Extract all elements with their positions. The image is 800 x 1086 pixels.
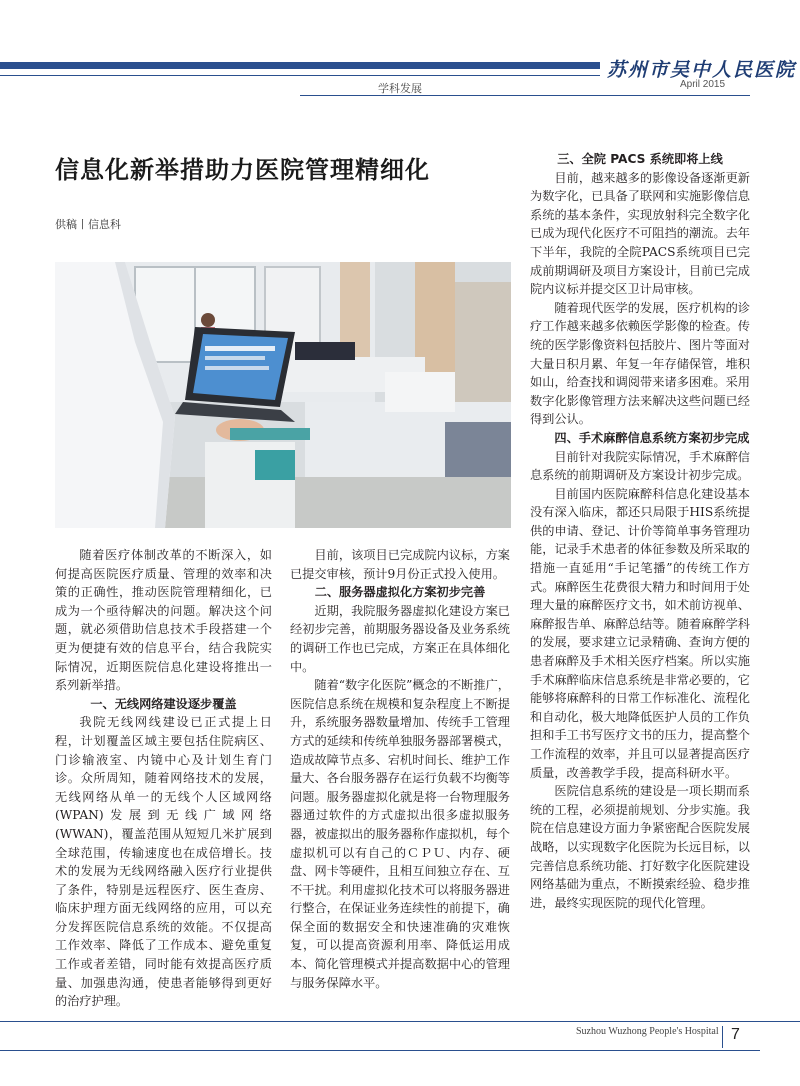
column-3	[530, 150, 750, 912]
issue-date: April 2015	[680, 79, 726, 90]
section-label: 学科发展	[378, 82, 422, 95]
paragraph: 我院无线网线建设已正式提上日程，计划覆盖区域主要包括住院病区、门诊输液室、内镜中心及计划生育门诊。众所周知，随着网络技术的发展，无线网络从单一的无线个人区域网络(WPAN)发展到无线广域网络(WWAN)，覆盖范围从短短几米扩展到全球范围，传输速度也在成倍增长。技术的发展为无线网络融入医疗行业提供了条件，特别是远程医疗、医生查房、临床护理方面无线网络的应用，可以充分发挥医院信息系统的效能。不仅提高工作效率、降低了工作成本、避免重复工作或者差错，同时能有效提高医疗质量、加强患沟通，使患者能够得到更好的治疗护理。	[55, 715, 272, 1009]
column-2	[290, 546, 510, 992]
paragraph: 随着医疗体制改革的不断深入，如何提高医院医疗质量、管理的效率和决策的正确性，推动医院管理精细化，已成为一个亟待解决的问题。解决这个问题，就必须借助信息技术手段搭建一个更为便捷有效的信息平台，结合我院实际情况，近期医院信息化建设将推出一系列新举措。	[55, 548, 272, 693]
column-1	[55, 546, 272, 1011]
paragraph: 随着“数字化医院”概念的不断推广，医院信息系统在规模和复杂程度上不断提升，系统服务器数量增加、传统手工管理方式的延续和传统单独服务器部署模式，造成故障节点多、宕机时间长、维护工作量大、各台服务器存在运行负载不均衡等问题。服务器虚拟化就是将一台物理服务器通过软件的方式虚拟出很多虚拟服务器，被虚拟出的服务器称作虚拟机，每个虚拟机可以有自己的ＣＰＵ、内存、硬盘、网卡等硬件，且相互间独立存在、互不干扰。利用虚拟化技术可以将服务器进行整合，在保证业务连续性的前提下，确保全面的数据安全和快速准确的灾难恢复，可以提高资源利用率、降低运用成本、简化管理模式并提高数据中心的管理与服务保障水平。	[290, 678, 510, 990]
footer-rule-lower	[0, 1050, 760, 1051]
page-number: 7	[731, 1026, 740, 1043]
section-heading-wireless: 一、无线网络建设逐步覆盖	[90, 696, 237, 711]
article-title: 信息化新举措助力医院管理精细化	[55, 156, 430, 184]
hospital-ward-photo	[55, 262, 511, 528]
paragraph: 目前针对我院实际情况，手术麻醉信息系统的前期调研及方案设计初步完成。	[530, 449, 750, 483]
paragraph: 目前国内医院麻醉科信息化建设基本没有深入临床，都还只局限于HIS系统提供的申请、登记、计价等简单事务管理功能，记录手术患者的体征参数及所采取的措施一直延用“手记笔播”的传统工作方式。麻醉医生花费很大精力和时间用于处理大量的麻醉医疗文书，如术前访视单、麻醉报告单、麻醉总结等。随着麻醉学科的发展，要求建立记录精确、查询方便的患者麻醉及手术相关医疗档案。所以实施手术麻醉临床信息系统是非常必要的，它能够将麻醉科的日常工作标准化、流程化和自动化，极大地降低医护人员的工作负担和手工书写医疗文书的压力，提高整个工作流程的效率，并且可以显著提高医疗质量，改善教学手段，提高科研水平。	[530, 486, 750, 780]
paragraph: 随着现代医学的发展，医疗机构的诊疗工作越来越多依赖医学影像的检查。传统的医学影像资料包括胶片、图片等面对大量日积月累、年复一年存储保管，堆积如山，给查找和调阅带来诸多困难。采用数字化影像管理方法来解决这些问题已经得到公认。	[530, 300, 750, 427]
paragraph: 目前，越来越多的影像设备逐渐更新为数字化，已具备了联网和实施影像信息系统的基本条件，实现放射科完全数字化已成为现代化医疗不可阻挡的潮流。去年下半年，我院的全院PACS系统项目已完成前期调研及项目方案设计，目前已完成院内议标并提交区卫计局审核。	[530, 170, 750, 297]
hospital-name: 苏州市吴中人民医院	[607, 59, 797, 81]
header-rule	[0, 75, 600, 76]
paragraph: 目前，该项目已完成院内议标，方案已提交审核，预计9月份正式投入使用。	[290, 548, 510, 581]
header-bar	[0, 62, 600, 69]
article-byline: 供稿丨信息科	[55, 218, 121, 231]
footer-hospital-name: Suzhou Wuzhong People's Hospital	[576, 1026, 719, 1037]
section-rule	[300, 95, 750, 96]
section-heading-virtualization: 二、服务器虚拟化方案初步完善	[314, 585, 486, 600]
paragraph: 医院信息系统的建设是一项长期而系统的工程，必须提前规划、分步实施。我院在信息建设方面力争紧密配合医院发展战略，以实现数字化医院为长远目标，以完善信息系统功能、打好数字化医院建设网络基础为重点，不断摸索经验、稳步推进，最终实现医院的现代化管理。	[530, 784, 750, 910]
section-heading-anesthesia: 四、手术麻醉信息系统方案初步完成	[554, 430, 750, 445]
section-heading-pacs: 三、全院 PACS 系统即将上线	[557, 152, 723, 166]
footer-rule	[0, 1021, 800, 1022]
paragraph: 近期，我院服务器虚拟化建设方案已经初步完善，前期服务器设备及业务系统的调研工作也已完成，方案正在具体细化中。	[290, 603, 510, 674]
